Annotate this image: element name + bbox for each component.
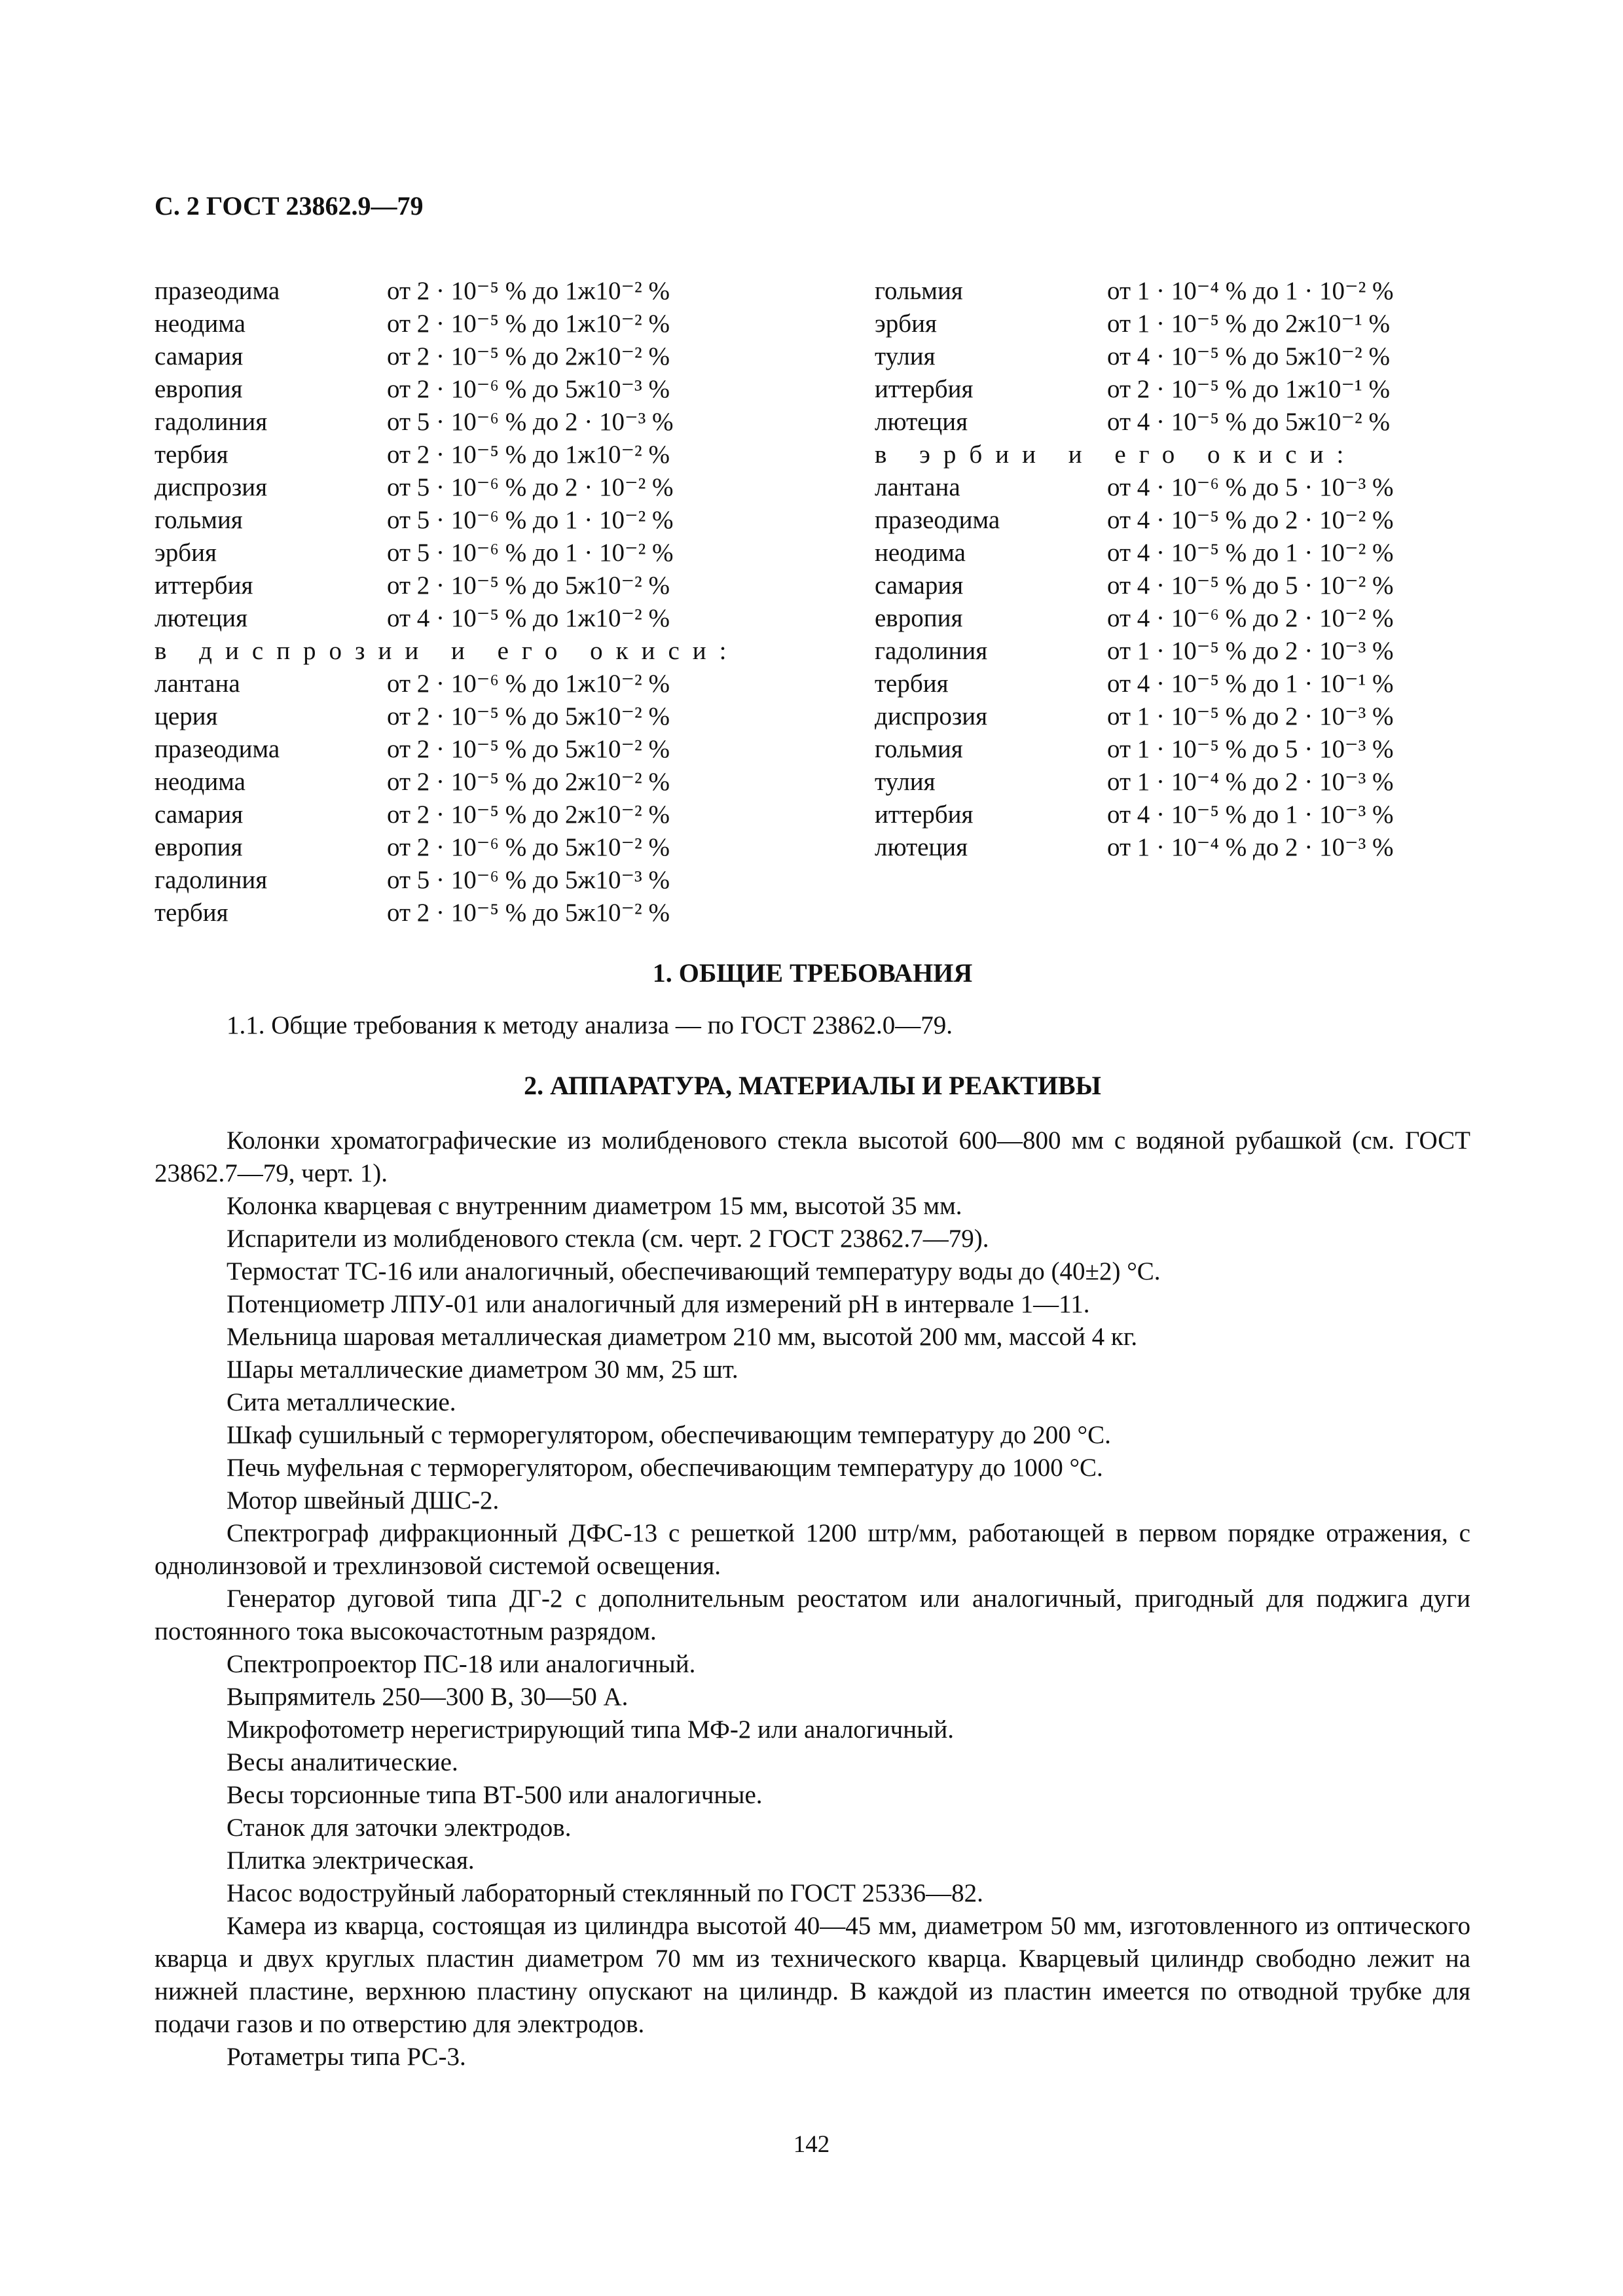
element-name: лантана	[875, 473, 960, 501]
element-name: диспрозия	[875, 702, 988, 730]
element-name: гадолиния	[875, 637, 988, 665]
concentration-range: от 5 · 10⁻⁶ % до 1 · 10⁻² %	[387, 506, 674, 534]
table-row	[155, 897, 875, 929]
table-row	[155, 504, 875, 537]
list-item: Спектрограф дифракционный ДФС-13 с решеткой 1200 штр/мм, работающей в первом порядке отражения, с однолинзовой и трехлинзовой системой освещения.	[155, 1519, 1470, 1580]
concentration-range: от 4 · 10⁻⁵ % до 1ж10⁻² %	[387, 604, 670, 632]
element-name: лютеция	[155, 604, 248, 632]
element-name: гольмия	[155, 506, 243, 534]
table-row	[875, 373, 1470, 406]
element-name: иттербия	[875, 375, 974, 403]
list-item: Спектропроектор ПС-18 или аналогичный.	[227, 1650, 696, 1678]
table-row	[155, 766, 875, 798]
table-row	[875, 766, 1470, 798]
concentration-range: от 1 · 10⁻⁴ % до 1 · 10⁻² %	[1107, 277, 1394, 305]
list-item: Плитка электрическая.	[227, 1846, 475, 1874]
table-row	[875, 340, 1470, 373]
list-item: Мельница шаровая металлическая диаметром 210 мм, высотой 200 мм, массой 4 кг.	[227, 1323, 1138, 1351]
concentration-range: от 5 · 10⁻⁶ % до 2 · 10⁻³ %	[387, 408, 674, 436]
element-name: церия	[155, 702, 218, 730]
concentration-range: от 2 · 10⁻⁵ % до 5ж10⁻² %	[387, 702, 670, 730]
concentration-range: от 4 · 10⁻⁵ % до 1 · 10⁻² %	[1107, 539, 1394, 567]
concentration-range: от 2 · 10⁻⁵ % до 5ж10⁻² %	[387, 899, 670, 927]
element-name: тулия	[875, 342, 936, 370]
element-name: иттербия	[155, 571, 253, 600]
concentration-range: от 2 · 10⁻⁵ % до 1ж10⁻² %	[387, 310, 670, 338]
element-name: празеодима	[155, 735, 280, 763]
concentration-range: от 2 · 10⁻⁵ % до 1ж10⁻¹ %	[1107, 375, 1390, 403]
element-name: гольмия	[875, 735, 963, 763]
section-1-title: 1. ОБЩИЕ ТРЕБОВАНИЯ	[652, 958, 973, 988]
table-row	[155, 406, 875, 439]
list-item: Шары металлические диаметром 30 мм, 25 шт.	[227, 1355, 739, 1384]
list-item: Колонки хроматографические из молибденового стекла высотой 600—800 мм с водяной рубашкой (см. ГОСТ 23862.7—79, черт. 1).	[155, 1126, 1470, 1187]
list-item: Шкаф сушильный с терморегулятором, обеспечивающим температуру до 200 °С.	[227, 1421, 1111, 1449]
element-name: празеодима	[155, 277, 280, 305]
table-row	[155, 733, 875, 766]
table-row	[875, 831, 1470, 864]
element-name: иттербия	[875, 800, 974, 829]
concentration-range: от 2 · 10⁻⁶ % до 1ж10⁻² %	[387, 670, 670, 698]
concentration-range: от 4 · 10⁻⁵ % до 2 · 10⁻² %	[1107, 506, 1394, 534]
table-row	[155, 308, 875, 340]
table-row	[155, 275, 875, 308]
concentration-range: от 2 · 10⁻⁵ % до 5ж10⁻² %	[387, 571, 670, 600]
concentration-range: от 5 · 10⁻⁶ % до 1 · 10⁻² %	[387, 539, 674, 567]
page-number: 142	[793, 2131, 830, 2158]
element-name: гольмия	[875, 277, 963, 305]
concentration-range: от 4 · 10⁻⁶ % до 2 · 10⁻² %	[1107, 604, 1394, 632]
list-item: Испарители из молибденового стекла (см. черт. 2 ГОСТ 23862.7—79).	[227, 1225, 989, 1253]
table-row	[155, 700, 875, 733]
list-item: Микрофотометр нерегистрирующий типа МФ-2 или аналогичный.	[227, 1715, 954, 1744]
list-item: Термостат ТС-16 или аналогичный, обеспечивающий температуру воды до (40±2) °С.	[227, 1257, 1161, 1285]
equipment-list	[155, 1124, 1470, 2073]
concentration-range: от 2 · 10⁻⁵ % до 2ж10⁻² %	[387, 800, 670, 829]
table-row	[875, 406, 1470, 439]
concentration-range: от 2 · 10⁻⁵ % до 1ж10⁻² %	[387, 277, 670, 305]
table-row	[875, 798, 1470, 831]
page-header: С. 2 ГОСТ 23862.9—79	[155, 191, 424, 221]
list-item: Мотор швейный ДШС-2.	[227, 1486, 500, 1515]
document-page	[155, 190, 1470, 2073]
element-name: самария	[155, 800, 244, 829]
table-row	[155, 340, 875, 373]
list-item: Сита металлические.	[227, 1388, 456, 1416]
element-name: лантана	[155, 670, 240, 698]
table-row	[155, 668, 875, 700]
table-row	[155, 373, 875, 406]
right-column	[875, 275, 1470, 929]
list-item: Генератор дуговой типа ДГ-2 с дополнительным реостатом или аналогичный, пригодный для поджига дуги постоянного тока высокочастотным разрядом.	[155, 1585, 1470, 1645]
element-name: неодима	[875, 539, 966, 567]
concentration-range: от 4 · 10⁻⁵ % до 1 · 10⁻¹ %	[1107, 670, 1394, 698]
table-row	[875, 471, 1470, 504]
table-row	[875, 668, 1470, 700]
list-item: Весы аналитические.	[227, 1748, 458, 1776]
element-name: гадолиния	[155, 866, 268, 894]
matrix-subheading: в диспрозии и его окиси:	[155, 637, 740, 665]
concentration-range: от 2 · 10⁻⁶ % до 5ж10⁻³ %	[387, 375, 670, 403]
element-name: самария	[875, 571, 964, 600]
table-row	[875, 275, 1470, 308]
concentration-range: от 2 · 10⁻⁵ % до 2ж10⁻² %	[387, 768, 670, 796]
element-name: европия	[875, 604, 963, 632]
list-item: Камера из кварца, состоящая из цилиндра высотой 40—45 мм, диаметром 50 мм, изготовленного из оптического кварца и двух круглых пластин диаметром 70 мм из технического кварца. Кварцевый цилиндр свободно лежит на нижней пластине, верхнюю пластину опускают на цилиндр. В каждой из пластин имеется по отводной трубке для подачи газов и по отверстию для электродов.	[155, 1912, 1470, 2038]
table-row	[155, 439, 875, 471]
table-row	[155, 471, 875, 504]
concentration-range: от 2 · 10⁻⁵ % до 5ж10⁻² %	[387, 735, 670, 763]
element-name: тербия	[875, 670, 949, 698]
concentration-range: от 4 · 10⁻⁵ % до 5ж10⁻² %	[1107, 342, 1390, 370]
table-row	[155, 798, 875, 831]
list-item: Ротаметры типа РС-3.	[227, 2043, 466, 2071]
section-2-title: 2. АППАРАТУРА, МАТЕРИАЛЫ И РЕАКТИВЫ	[524, 1071, 1101, 1100]
table-row	[155, 864, 875, 897]
list-item: Потенциометр ЛПУ-01 или аналогичный для измерений рН в интервале 1—11.	[227, 1290, 1090, 1318]
concentration-range: от 1 · 10⁻⁵ % до 2 · 10⁻³ %	[1107, 702, 1394, 730]
list-item: Насос водоструйный лабораторный стеклянный по ГОСТ 25336—82.	[227, 1879, 983, 1907]
element-name: празеодима	[875, 506, 1000, 534]
element-name: самария	[155, 342, 244, 370]
concentration-range: от 2 · 10⁻⁶ % до 5ж10⁻² %	[387, 833, 670, 861]
table-row	[875, 733, 1470, 766]
list-item: Печь муфельная с терморегулятором, обеспечивающим температуру до 1000 °С.	[227, 1454, 1103, 1482]
element-name: гадолиния	[155, 408, 268, 436]
table-row	[155, 602, 875, 635]
element-name: европия	[155, 833, 243, 861]
table-row	[875, 569, 1470, 602]
concentration-tables	[155, 275, 1470, 929]
table-row	[875, 700, 1470, 733]
element-name: европия	[155, 375, 243, 403]
section-1-text: 1.1. Общие требования к методу анализа — по ГОСТ 23862.0—79.	[227, 1011, 953, 1039]
matrix-subheading: в эрбии и его окиси:	[875, 440, 1357, 469]
element-name: неодима	[155, 768, 246, 796]
concentration-range: от 4 · 10⁻⁵ % до 1 · 10⁻³ %	[1107, 800, 1394, 829]
concentration-range: от 2 · 10⁻⁵ % до 2ж10⁻² %	[387, 342, 670, 370]
concentration-range: от 2 · 10⁻⁵ % до 1ж10⁻² %	[387, 440, 670, 469]
table-row	[155, 569, 875, 602]
list-item: Колонка кварцевая с внутренним диаметром 15 мм, высотой 35 мм.	[227, 1192, 962, 1220]
concentration-range: от 1 · 10⁻⁴ % до 2 · 10⁻³ %	[1107, 768, 1394, 796]
element-name: диспрозия	[155, 473, 268, 501]
concentration-range: от 5 · 10⁻⁶ % до 5ж10⁻³ %	[387, 866, 670, 894]
table-row	[875, 308, 1470, 340]
table-row	[875, 504, 1470, 537]
concentration-range: от 4 · 10⁻⁶ % до 5 · 10⁻³ %	[1107, 473, 1394, 501]
concentration-range: от 4 · 10⁻⁵ % до 5 · 10⁻² %	[1107, 571, 1394, 600]
element-name: неодима	[155, 310, 246, 338]
concentration-range: от 4 · 10⁻⁵ % до 5ж10⁻² %	[1107, 408, 1390, 436]
element-name: лютеция	[875, 408, 968, 436]
element-name: эрбия	[875, 310, 937, 338]
table-row	[875, 537, 1470, 569]
table-row	[155, 831, 875, 864]
concentration-range: от 1 · 10⁻⁵ % до 2ж10⁻¹ %	[1107, 310, 1390, 338]
element-name: тербия	[155, 440, 228, 469]
concentration-range: от 1 · 10⁻⁴ % до 2 · 10⁻³ %	[1107, 833, 1394, 861]
table-row	[155, 537, 875, 569]
element-name: тербия	[155, 899, 228, 927]
list-item: Станок для заточки электродов.	[227, 1814, 572, 1842]
element-name: эрбия	[155, 539, 217, 567]
table-row	[875, 602, 1470, 635]
list-item: Весы торсионные типа ВТ-500 или аналогичные.	[227, 1781, 763, 1809]
table-row	[875, 635, 1470, 668]
concentration-range: от 1 · 10⁻⁵ % до 5 · 10⁻³ %	[1107, 735, 1394, 763]
concentration-range: от 5 · 10⁻⁶ % до 2 · 10⁻² %	[387, 473, 674, 501]
element-name: лютеция	[875, 833, 968, 861]
left-column	[155, 275, 875, 929]
list-item: Выпрямитель 250—300 В, 30—50 А.	[227, 1683, 629, 1711]
concentration-range: от 1 · 10⁻⁵ % до 2 · 10⁻³ %	[1107, 637, 1394, 665]
element-name: тулия	[875, 768, 936, 796]
